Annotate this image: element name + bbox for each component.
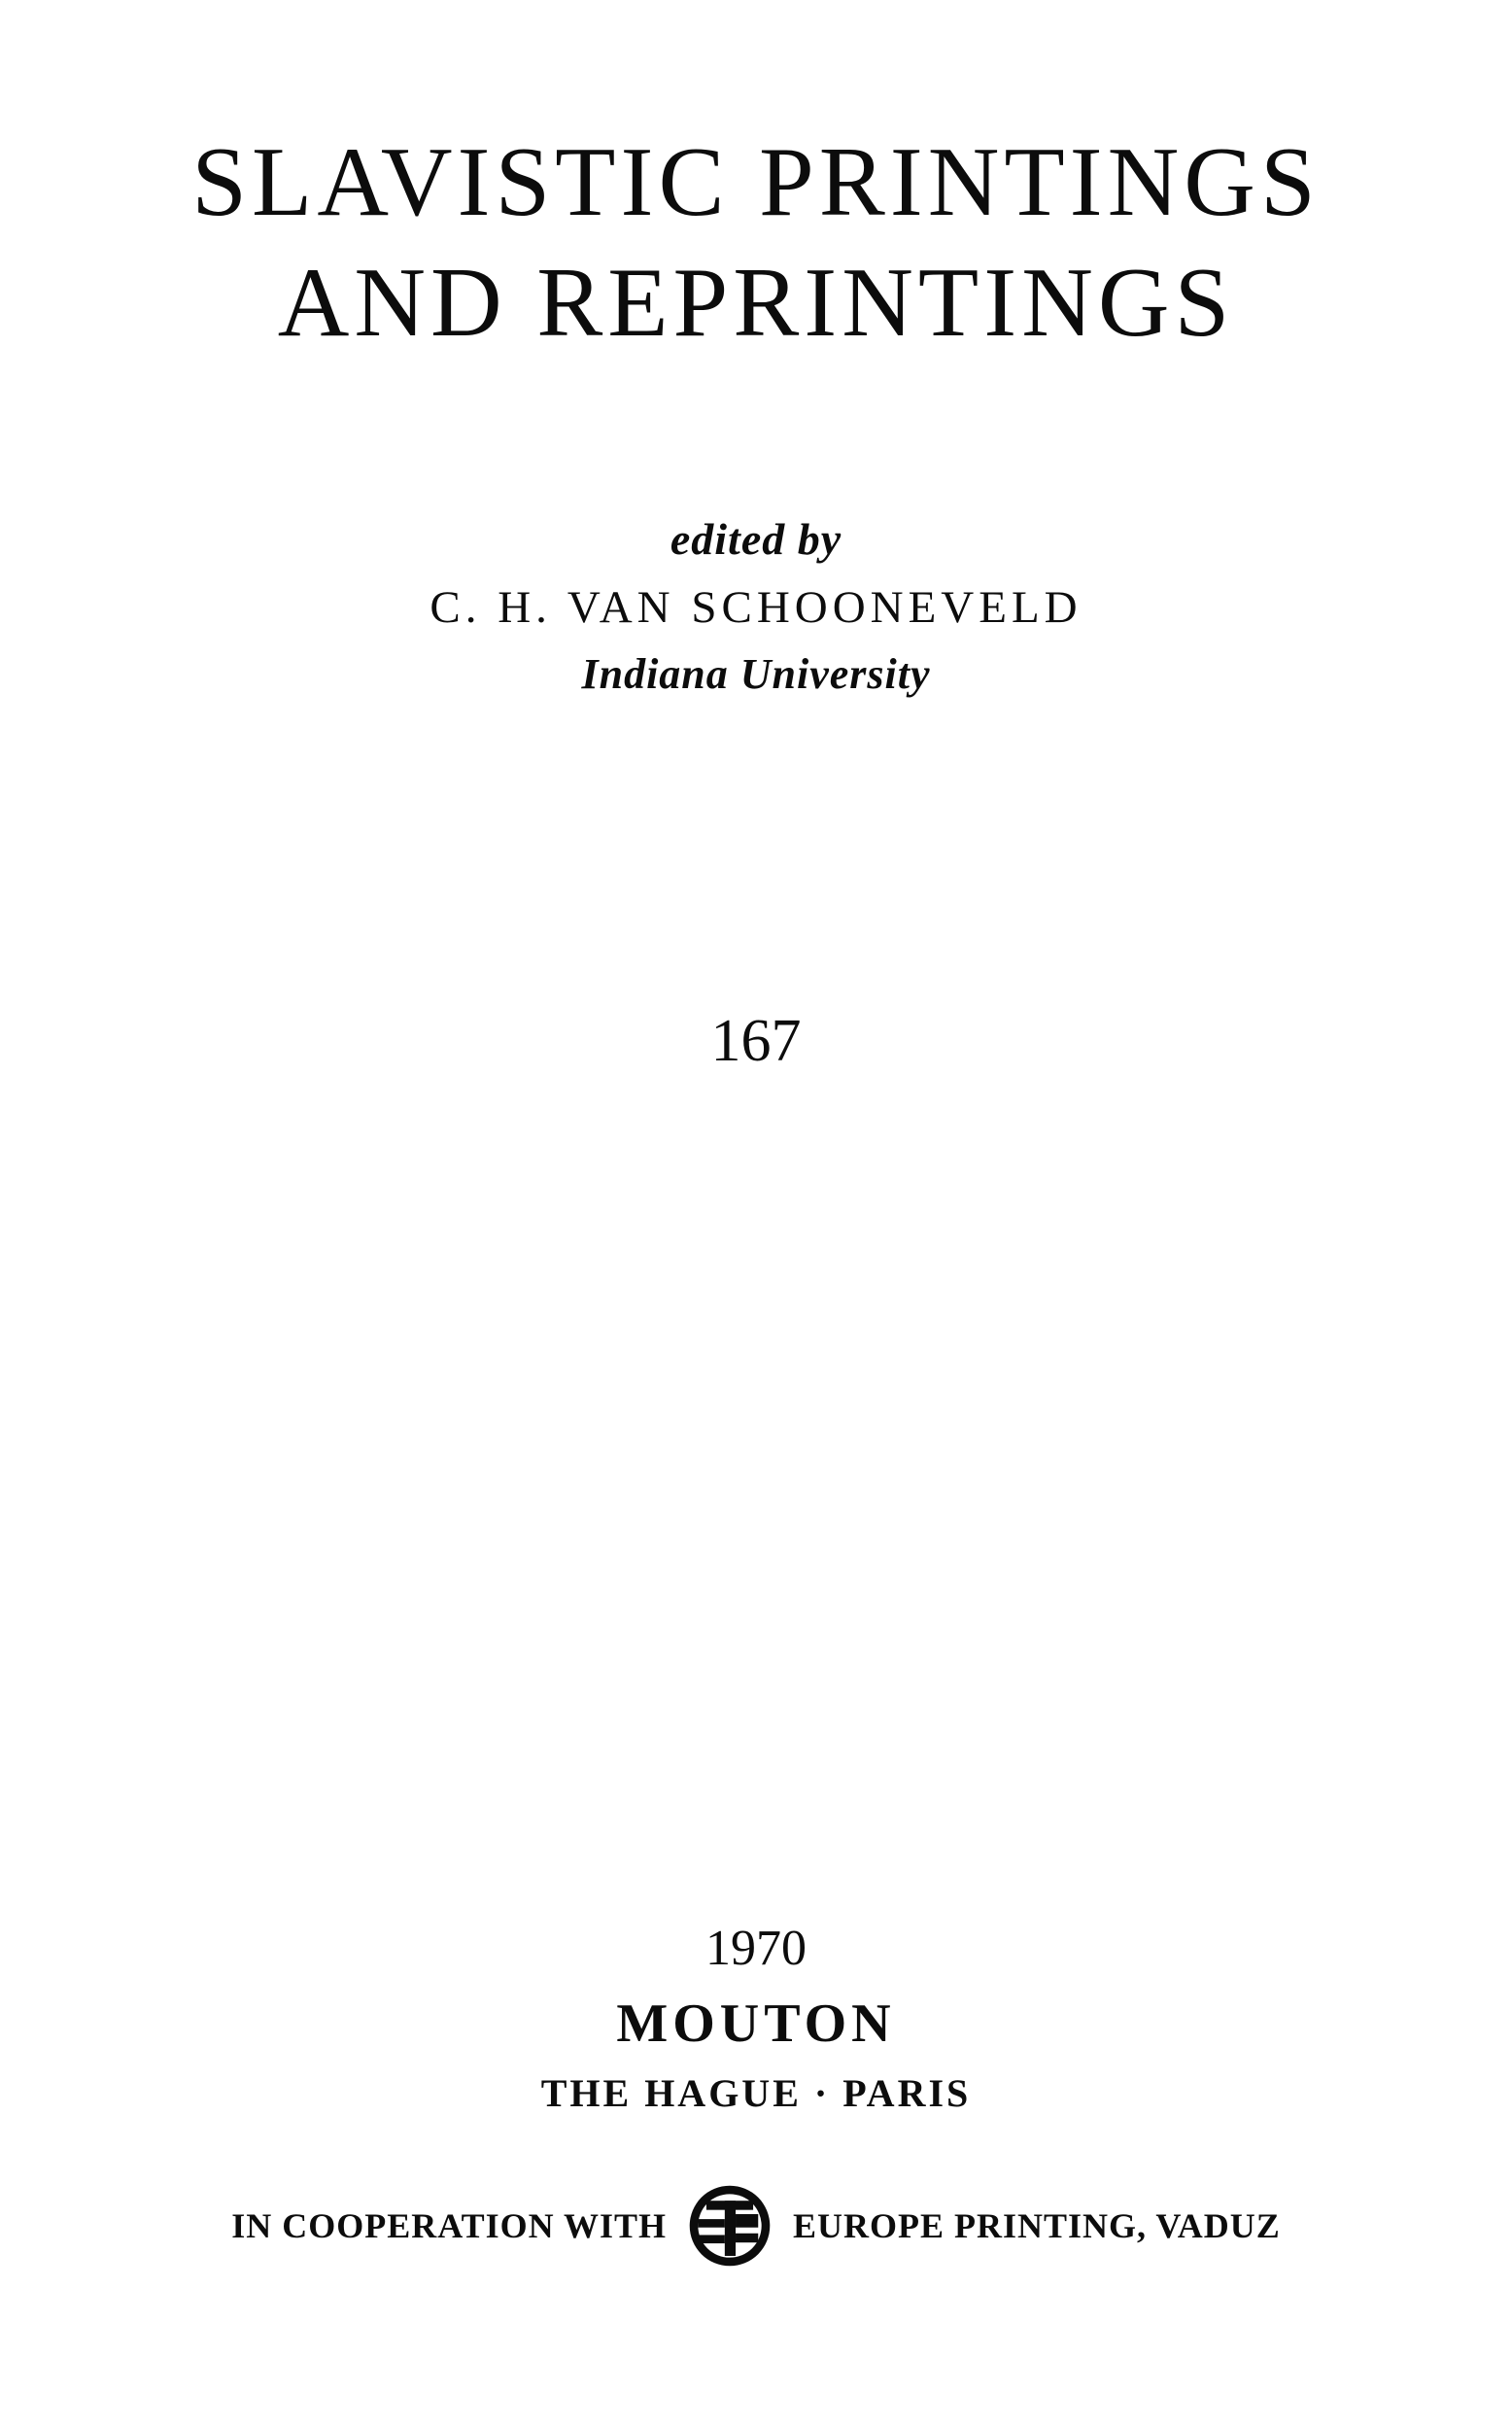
cooperation-line	[0, 2179, 1512, 2272]
cooperation-suffix: EUROPE PRINTING, VADUZ	[792, 2206, 1281, 2245]
publication-year: 1970	[705, 1921, 807, 1976]
series-title-line1: SLAVISTIC PRINTINGS	[191, 127, 1321, 237]
cooperation-prefix: IN COOPERATION WITH	[231, 2206, 667, 2245]
editor-affiliation: Indiana University	[581, 650, 931, 698]
publisher-cities: THE HAGUE · PARIS	[540, 2071, 972, 2115]
series-title	[0, 122, 1512, 364]
series-title-line2: AND REPRINTINGS	[277, 248, 1235, 358]
editor-name: C. H. VAN SCHOONEVELD	[430, 582, 1082, 633]
europe-printing-ep-monogram-icon	[688, 2181, 772, 2271]
series-volume-number: 167	[710, 1008, 802, 1074]
publisher-name: MOUTON	[616, 1994, 896, 2054]
edited-by-label: edited by	[670, 514, 842, 564]
